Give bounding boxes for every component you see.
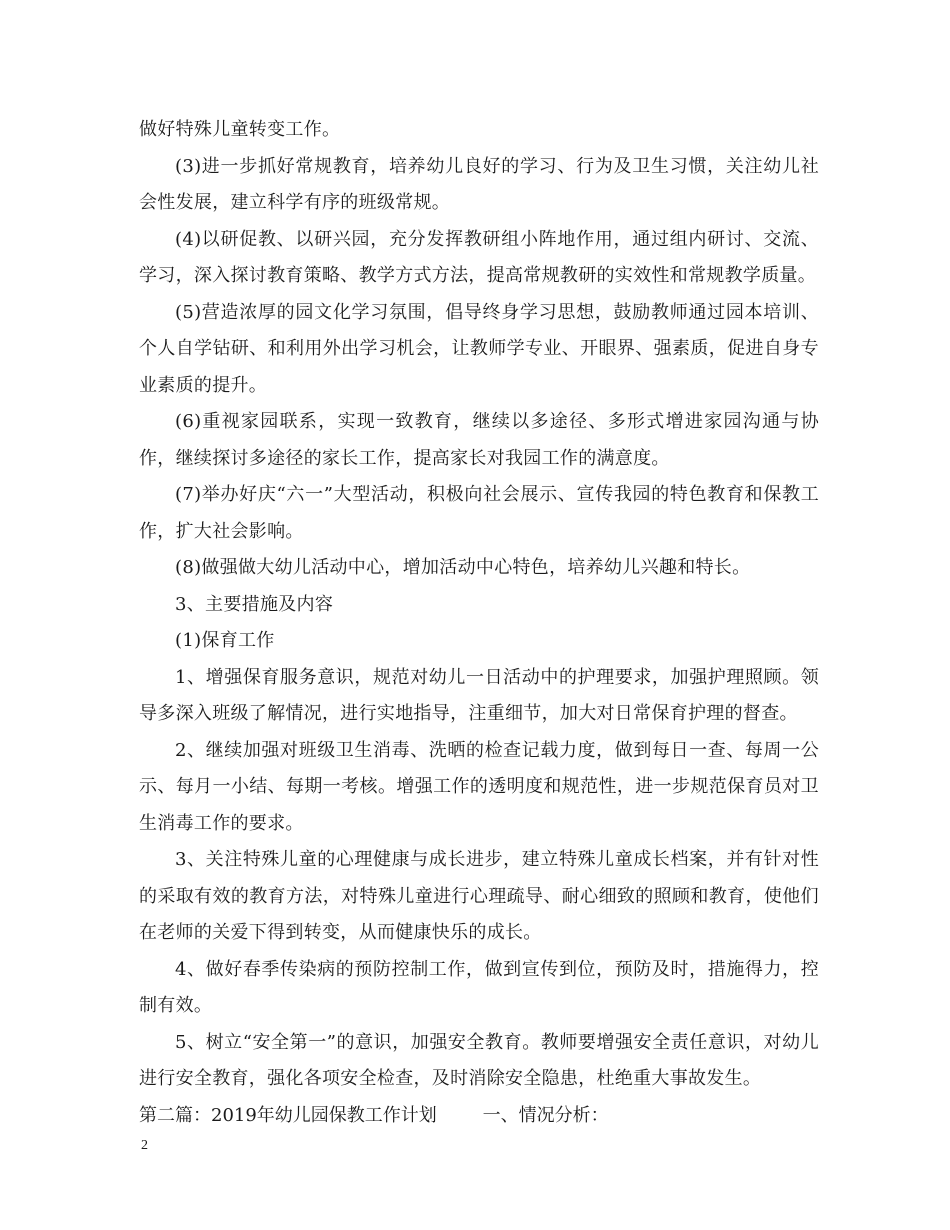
section-heading-measures: 3、主要措施及内容 [175, 593, 334, 615]
paragraph-measure-3: 3、关注特殊儿童的心理健康与成长进步，建立特殊儿童成长档案，并有针对性的采取有效的教育方法，对特殊儿童进行心理疏导、耐心细致的照顾和教育，使他们在老师的关爱下得到转变，从而健康快乐的成长。 [139, 849, 819, 943]
paragraph-measure-4: 4、做好春季传染病的预防控制工作，做到宣传到位，预防及时，措施得力，控制有效。 [139, 958, 819, 1016]
paragraph-goal-5: (5)营造浓厚的园文化学习氛围，倡导终身学习思想，鼓励教师通过园本培训、个人自学钻研、和利用外出学习机会，让教师学专业、开眼界、强素质，促进自身专业素质的提升。 [139, 301, 819, 396]
paragraph-measure-5: 5、树立“安全第一”的意识，加强安全教育。教师要增强安全责任意识，对幼儿进行安全教育，强化各项安全检查，及时消除安全隐患，杜绝重大事故发生。 [139, 1031, 819, 1089]
page-number: 2 [141, 1138, 148, 1153]
paragraph-goal-7: (7)举办好庆“六一”大型活动，积极向社会展示、宣传我园的特色教育和保教工作，扩大社会影响。 [139, 484, 819, 542]
paragraph-measure-1: 1、增强保育服务意识，规范对幼儿一日活动中的护理要求，加强护理照顾。领导多深入班级了解情况，进行实地指导，注重细节，加大对日常保育护理的督查。 [139, 666, 819, 724]
next-section-line [139, 1098, 819, 1135]
paragraph-goal-8: (8)做强做大幼儿活动中心，增加活动中心特色，培养幼儿兴趣和特长。 [175, 557, 751, 578]
paragraph-goal-4: (4)以研促教、以研兴园，充分发挥教研组小阵地作用，通过组内研讨、交流、学习，深入探讨教育策略、教学方式方法，提高常规教研的实效性和常规教学质量。 [139, 228, 819, 286]
subsection-heading-care: (1)保育工作 [175, 630, 275, 651]
paragraph-goal-6: (6)重视家园联系，实现一致教育，继续以多途径、多形式增进家园沟通与协作，继续探讨多途径的家长工作，提高家长对我园工作的满意度。 [139, 411, 819, 469]
paragraph-measure-2: 2、继续加强对班级卫生消毒、洗晒的检查记载力度，做到每日一查、每周一公示、每月一小结、每期一考核。增强工作的透明度和规范性，进一步规范保育员对卫生消毒工作的要求。 [139, 739, 819, 834]
paragraph-goal-3: (3)进一步抓好常规教育，培养幼儿良好的学习、行为及卫生习惯，关注幼儿社会性发展，建立科学有序的班级常规。 [139, 155, 819, 213]
next-section-title: 第二篇：2019年幼儿园保教工作计划 [139, 1104, 437, 1126]
next-section-subtitle: 一、情况分析： [482, 1104, 609, 1126]
page-body [139, 112, 819, 1134]
paragraph-continuation: 做好特殊儿童转变工作。 [139, 119, 341, 140]
